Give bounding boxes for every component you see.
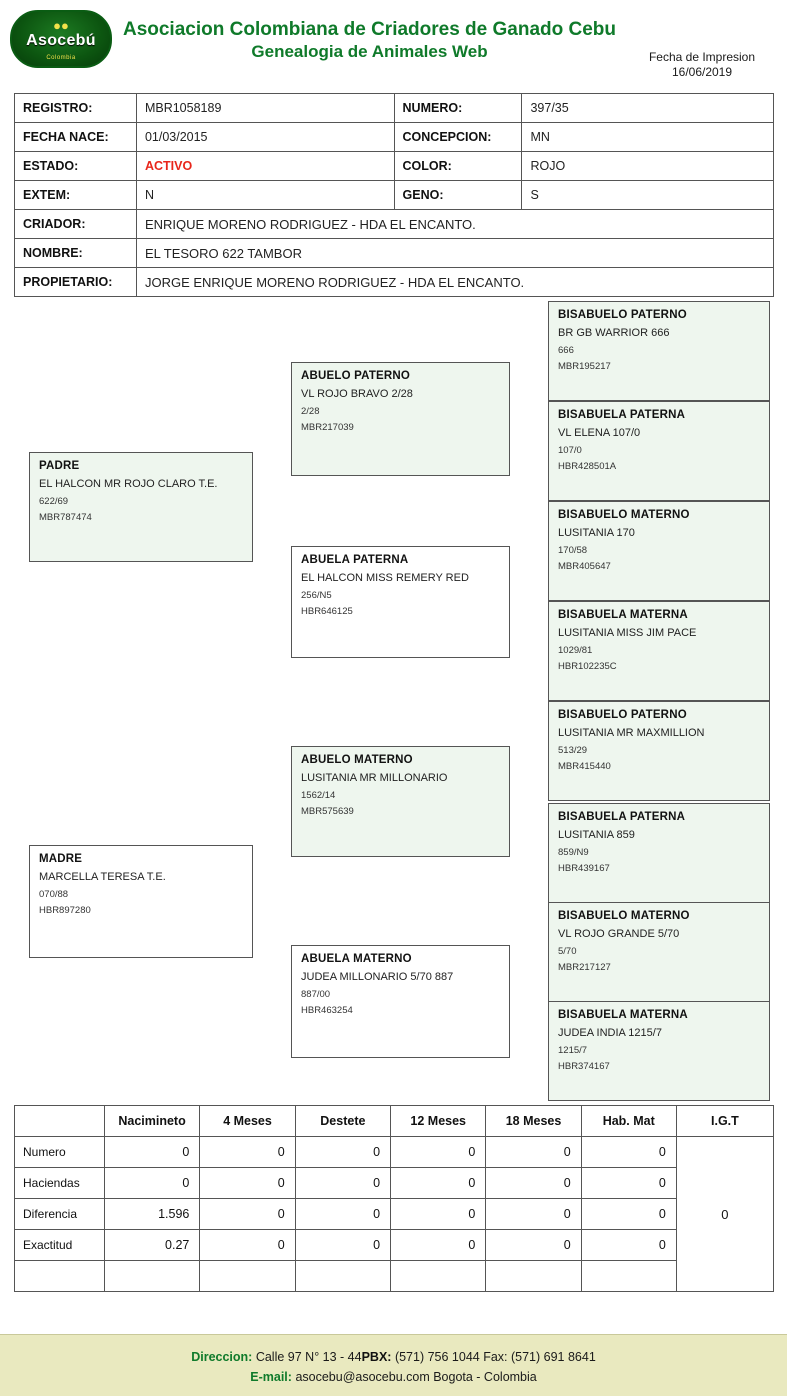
box-animal-reg: HBR463254	[301, 1005, 353, 1016]
box-animal-name: VL ROJO BRAVO 2/28	[301, 388, 413, 400]
box-animal-reg: HBR374167	[558, 1061, 610, 1072]
pedigree-box-abuela-paterna	[291, 546, 510, 658]
stats-col-igt: I.G.T	[676, 1106, 773, 1137]
stats-cell	[486, 1261, 581, 1292]
box-animal-reg: MBR217039	[301, 422, 354, 433]
stats-igt-value: 0	[676, 1137, 773, 1292]
numero-value: 397/35	[522, 94, 774, 123]
pedigree-box-bisabuela-paterna-1	[548, 401, 770, 501]
stats-cell	[581, 1261, 676, 1292]
pedigree-box-bisabuela-paterna-2	[548, 803, 770, 903]
stats-cell: 0	[200, 1199, 295, 1230]
box-title: BISABUELA PATERNA	[558, 811, 686, 823]
estado-value: ACTIVO	[136, 152, 394, 181]
box-title: BISABUELO MATERNO	[558, 910, 690, 922]
box-title: BISABUELO MATERNO	[558, 509, 690, 521]
box-animal-code: 622/69	[39, 496, 69, 507]
stats-cell: 0	[200, 1137, 295, 1168]
stats-cell: 0	[391, 1168, 486, 1199]
stats-cell: 0	[581, 1199, 676, 1230]
stats-cell	[200, 1261, 295, 1292]
direccion-label: Direccion:	[191, 1350, 253, 1364]
stats-cell: 0	[581, 1168, 676, 1199]
stats-col-hab-mat: Hab. Mat	[581, 1106, 676, 1137]
box-animal-reg: MBR405647	[558, 561, 611, 572]
color-value: ROJO	[522, 152, 774, 181]
table-row	[15, 1137, 774, 1168]
print-date-label: Fecha de Impresion	[648, 50, 756, 64]
table-header-row	[15, 1106, 774, 1137]
stats-row-label: Exactitud	[15, 1230, 105, 1261]
box-animal-reg: MBR195217	[558, 361, 611, 372]
pedigree-box-abuelo-paterno	[291, 362, 510, 476]
pedigree-box-bisabuelo-paterno-1	[548, 301, 770, 401]
box-animal-name: VL ELENA 107/0	[558, 427, 641, 439]
box-animal-name: LUSITANIA 859	[558, 829, 635, 841]
box-animal-code: 107/0	[558, 445, 582, 456]
extem-label: EXTEM:	[15, 181, 137, 210]
genetic-evaluation-table	[14, 1105, 774, 1292]
box-animal-name: MARCELLA TERESA T.E.	[39, 871, 166, 883]
stats-cell: 0	[486, 1137, 581, 1168]
pbx-value: (571) 756 1044 Fax: (571) 691 8641	[394, 1350, 596, 1364]
stats-cell: 0	[391, 1137, 486, 1168]
box-animal-reg: HBR428501A	[558, 461, 617, 472]
box-animal-code: 170/58	[558, 545, 588, 556]
concepcion-label: CONCEPCION:	[394, 123, 522, 152]
box-animal-code: 256/N5	[301, 590, 332, 601]
box-title: PADRE	[39, 460, 80, 472]
box-animal-reg: HBR897280	[39, 905, 91, 916]
logo-brand-subtext: Colombia	[46, 55, 76, 61]
pedigree-box-bisabuelo-paterno-2	[548, 701, 770, 801]
stats-col-12-meses: 12 Meses	[391, 1106, 486, 1137]
box-animal-code: 887/00	[301, 989, 331, 1000]
table-row	[15, 1230, 774, 1261]
box-animal-name: VL ROJO GRANDE 5/70	[558, 928, 680, 940]
stats-row-label: Numero	[15, 1137, 105, 1168]
stats-col-4-meses: 4 Meses	[200, 1106, 295, 1137]
extem-value: N	[136, 181, 394, 210]
box-animal-code: 859/N9	[558, 847, 589, 858]
box-title: BISABUELA MATERNA	[558, 1009, 688, 1021]
estado-label: ESTADO:	[15, 152, 137, 181]
box-animal-name: JUDEA INDIA 1215/7	[558, 1027, 662, 1039]
stats-cell: 0	[391, 1230, 486, 1261]
stats-cell: 0	[391, 1199, 486, 1230]
pedigree-box-bisabuelo-materno-2	[548, 902, 770, 1002]
direccion-value: Calle 97 N° 13 - 44	[255, 1350, 362, 1364]
box-title: BISABUELO PATERNO	[558, 309, 687, 321]
footer-email-line	[0, 1367, 787, 1387]
box-animal-code: 1562/14	[301, 790, 336, 801]
fecha-nace-label: FECHA NACE:	[15, 123, 137, 152]
pedigree-box-bisabuela-materna-1	[548, 601, 770, 701]
stats-cell: 0	[295, 1199, 390, 1230]
stats-cell	[104, 1261, 200, 1292]
stats-cell: 0.27	[104, 1230, 200, 1261]
box-animal-name: LUSITANIA 170	[558, 527, 635, 539]
print-date-value: 16/06/2019	[671, 65, 733, 79]
nombre-label: NOMBRE:	[15, 239, 137, 268]
box-animal-reg: HBR646125	[301, 606, 353, 617]
box-title: MADRE	[39, 853, 83, 865]
stats-cell: 0	[104, 1168, 200, 1199]
box-animal-reg: MBR787474	[39, 512, 92, 523]
box-animal-reg: HBR102235C	[558, 661, 617, 672]
pedigree-box-bisabuelo-materno-1	[548, 501, 770, 601]
pbx-label: PBX:	[361, 1350, 392, 1364]
nombre-value: EL TESORO 622 TAMBOR	[136, 239, 773, 268]
stats-cell: 0	[486, 1168, 581, 1199]
stats-row-label	[15, 1261, 105, 1292]
box-title: BISABUELO PATERNO	[558, 709, 687, 721]
geno-value: S	[522, 181, 774, 210]
box-animal-reg: HBR439167	[558, 863, 610, 874]
box-animal-name: EL HALCON MR ROJO CLARO T.E.	[39, 478, 218, 490]
criador-value: ENRIQUE MORENO RODRIGUEZ - HDA EL ENCANTO.	[136, 210, 773, 239]
registro-value: MBR1058189	[136, 94, 394, 123]
box-title: BISABUELA PATERNA	[558, 409, 686, 421]
numero-label: NUMERO:	[394, 94, 522, 123]
stats-row-label: Haciendas	[15, 1168, 105, 1199]
registro-label: REGISTRO:	[15, 94, 137, 123]
pedigree-box-abuelo-materno	[291, 746, 510, 857]
box-animal-reg: MBR415440	[558, 761, 611, 772]
stats-col-18-meses: 18 Meses	[486, 1106, 581, 1137]
box-animal-name: LUSITANIA MR MAXMILLION	[558, 727, 705, 739]
pedigree-box-padre	[29, 452, 253, 562]
stats-cell: 0	[200, 1168, 295, 1199]
box-animal-code: 5/70	[558, 946, 577, 957]
box-animal-code: 2/28	[301, 406, 320, 417]
stats-cell: 0	[486, 1199, 581, 1230]
bull-icon: ●●	[53, 18, 69, 33]
stats-cell: 0	[581, 1230, 676, 1261]
box-animal-name: LUSITANIA MR MILLONARIO	[301, 772, 448, 784]
email-value[interactable]: asocebu@asocebu.com Bogota - Colombia	[295, 1370, 537, 1384]
box-animal-code: 1029/81	[558, 645, 593, 656]
email-label: E-mail:	[250, 1370, 292, 1384]
stats-cell: 1.596	[104, 1199, 200, 1230]
pedigree-box-bisabuela-materna-2	[548, 1001, 770, 1101]
stats-col-nacimineto: Nacimineto	[104, 1106, 200, 1137]
stats-row-label: Diferencia	[15, 1199, 105, 1230]
box-title: ABUELA MATERNO	[301, 953, 412, 965]
stats-cell: 0	[200, 1230, 295, 1261]
document-subtitle: Genealogia de Animales Web	[251, 42, 488, 61]
pedigree-box-madre	[29, 845, 253, 958]
document-footer	[0, 1334, 787, 1396]
stats-col-0	[15, 1106, 105, 1137]
fecha-nace-value: 01/03/2015	[136, 123, 394, 152]
box-animal-name: JUDEA MILLONARIO 5/70 887	[301, 971, 454, 983]
footer-address-line	[0, 1347, 787, 1367]
stats-cell: 0	[295, 1137, 390, 1168]
stats-cell	[295, 1261, 390, 1292]
geno-label: GENO:	[394, 181, 522, 210]
stats-cell: 0	[104, 1137, 200, 1168]
stats-cell: 0	[486, 1230, 581, 1261]
propietario-label: PROPIETARIO:	[15, 268, 137, 297]
table-row	[15, 1199, 774, 1230]
stats-cell: 0	[581, 1137, 676, 1168]
criador-label: CRIADOR:	[15, 210, 137, 239]
box-animal-name: EL HALCON MISS REMERY RED	[301, 572, 469, 584]
concepcion-value: MN	[522, 123, 774, 152]
pedigree-box-abuela-materno	[291, 945, 510, 1058]
box-animal-reg: MBR575639	[301, 806, 354, 817]
org-title: Asociacion Colombiana de Criadores de Ganado Cebu	[122, 19, 617, 40]
box-animal-code: 1215/7	[558, 1045, 588, 1056]
stats-cell: 0	[295, 1168, 390, 1199]
table-row	[15, 1168, 774, 1199]
stats-cell	[391, 1261, 486, 1292]
box-animal-code: 666	[558, 345, 574, 356]
box-animal-code: 513/29	[558, 745, 588, 756]
color-label: COLOR:	[394, 152, 522, 181]
box-title: ABUELO MATERNO	[301, 754, 413, 766]
box-title: ABUELA PATERNA	[301, 554, 409, 566]
box-title: ABUELO PATERNO	[301, 370, 411, 382]
box-animal-reg: MBR217127	[558, 962, 611, 973]
logo-brand-text: Asocebú	[26, 32, 96, 49]
box-animal-name: BR GB WARRIOR 666	[558, 327, 670, 339]
box-animal-name: LUSITANIA MISS JIM PACE	[558, 627, 697, 639]
stats-cell: 0	[295, 1230, 390, 1261]
stats-col-destete: Destete	[295, 1106, 390, 1137]
table-row	[15, 1261, 774, 1292]
box-animal-code: 070/88	[39, 889, 69, 900]
propietario-value: JORGE ENRIQUE MORENO RODRIGUEZ - HDA EL ENCANTO.	[136, 268, 773, 297]
box-title: BISABUELA MATERNA	[558, 609, 688, 621]
